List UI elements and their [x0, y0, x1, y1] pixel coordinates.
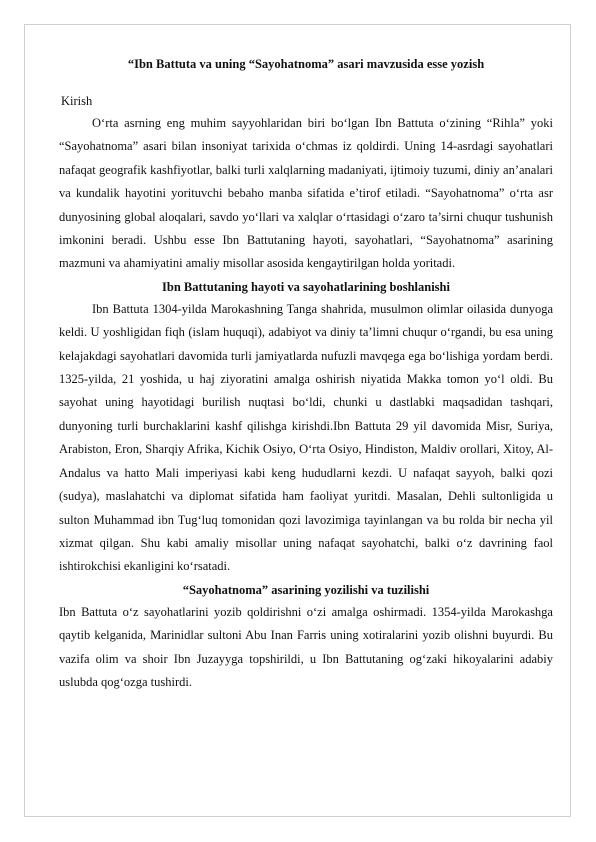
life-paragraph: Ibn Battuta 1304-yilda Marokashning Tanga shahrida, musulmon olimlar oilasida dunyoga keldi. U yoshligidan fiqh (islam huquqi), adabiyot va diniy ta’limni chuqur o‘rgandi, bu esa uning kelajakdagi sayohatlari davomida turli jamiyatlarda nufuzli mavqega ega bo‘lishiga yordam berdi. 1325-yilda, 21 yoshida, u haj ziyoratini amalga oshirish niyatida Makka tomon yo‘l oldi. Bu sayohat uning hayotidagi burilish nuqtasi bo‘ldi, chunki u dastlabki maqsadidan tashqari, dunyoning turli burchaklarini kashf qilishga kirishdi.Ibn Battuta 29 yil davomida Misr, Suriya, Arabiston, Eron, Sharqiy Afrika, Kichik Osiyo, O‘rta Osiyo, Hindiston, Maldiv orollari, Xitoy, Al-Andalus va hatto Mali imperiyasi kabi keng hududlarni kezdi. U nafaqat sayyoh, balki qozi (sudya), maslahatchi va diplomat sifatida ham faoliyat yuritdi. Masalan, Dehli sultonligida u sulton Muhammad ibn Tug‘luq tomonidan qozi lavozimiga tayinlangan va bu rolda bir necha yil xizmat qilgan. Shu kabi amaliy misollar uning nafaqat sayohatchi, balki o‘z davrining faol ishtirokchisi ekanligini ko‘rsatadi. [59, 301, 553, 574]
section-heading-life: Ibn Battutaning hayoti va sayohatlarining boshlanishi [162, 279, 450, 294]
writing-paragraph: Ibn Battuta o‘z sayohatlarini yozib qoldirishni o‘zi amalga oshirmadi. 1354-yilda Marokashga qaytib kelganida, Marinidlar sultoni Abu Inan Farris uning xotiralarini yozib olishni buyurdi. Bu vazifa olim va shoir Ibn Juzayyga topshirildi, u Ibn Battutaning og‘zaki hikoyalarini adabiy uslubda qog‘ozga tushirdi. [59, 604, 553, 689]
intro-paragraph: O‘rta asrning eng muhim sayyohlaridan biri bo‘lgan Ibn Battuta o‘zining “Rihla” yoki “Sayohatnoma” asari bilan insoniyat tarixida o‘chmas iz qoldirdi. Uning 14-asrdagi sayohatlari nafaqat geografik kashfiyotlar, balki turli xalqlarning madaniyati, ijtimoiy tuzumi, diniy an’analari va kundalik hayotini yorituvchi bebaho manba sifatida e’tirof etiladi. “Sayohatnoma” o‘rta asr dunyosining global aloqalari, savdo yo‘llari va xalqlar o‘rtasidagi o‘zaro ta’sirni chuqur tushunish imkonini beradi. Ushbu esse Ibn Battutaning hayoti, sayohatlari, “Sayohatnoma” asarining mazmuni va ahamiyatini amaliy misollar asosida kengaytirilgan holda yoritadi. [59, 116, 553, 271]
intro-label: Kirish [61, 94, 93, 108]
section-heading-writing: “Sayohatnoma” asarining yozilishi va tuzilishi [182, 582, 430, 597]
document-body [59, 53, 553, 694]
document-title: “Ibn Battuta va uning “Sayohatnoma” asari mavzusida esse yozish [127, 57, 485, 71]
